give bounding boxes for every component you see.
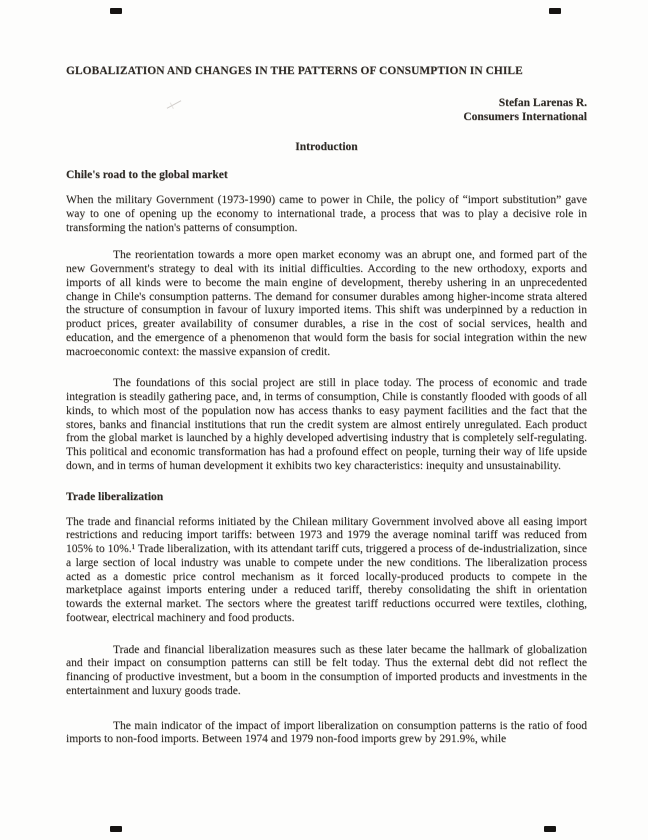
paragraph: The foundations of this social project are still in place today. The process of economic and trade integration is steadily gathering pace, and, in terms of consumption, Chile is constantly flooded with goods of all kinds, to which most of the population now has access thanks to easy payment facilities and the fact that the stores, banks and financial institutions that run the credit system are almost entirely unregulated. Each product from the global market is launched by a highly developed advertising industry that is completely self-regulating. This political and economic transformation has had a profound effect on people, turning their way of life upside down, and in terms of human development it exhibits two key characteristics: inequity and unsustainability. — [66, 377, 587, 472]
section-heading-chiles-road: Chile's road to the global market — [66, 169, 228, 181]
scan-registration-mark — [544, 826, 556, 832]
document-body — [66, 64, 587, 747]
scan-registration-mark — [110, 8, 122, 14]
introduction-heading: Introduction — [295, 141, 358, 153]
paragraph: When the military Government (1973-1990) came to power in Chile, the policy of “import substitution” gave way to one of opening up the economy to international trade, a process that was to play a decisive role in transforming the nation's patterns of consumption. — [66, 194, 587, 234]
paragraph: The trade and financial reforms initiated by the Chilean military Government involved above all easing import restrictions and reducing import tariffs: between 1973 and 1979 the average nominal tariff was reduced from 105% to 10%.¹ Trade liberalization, with its attendant tariff cuts, triggered a process of de-industrialization, since a large section of local industry was unable to compete under the new conditions. The liberalization process acted as a domestic price control mechanism as it forced locally-produced products to compete in the marketplace against imports entering under a reduced tariff, thereby consolidating the shift in orientation towards the external market. The sectors where the greatest tariff reductions occurred were textiles, clothing, footwear, electrical machinery and food products. — [66, 515, 587, 624]
author-affiliation: Consumers International — [463, 111, 587, 123]
document-title: GLOBALIZATION AND CHANGES IN THE PATTERNS OF CONSUMPTION IN CHILE — [66, 65, 523, 77]
paragraph: The main indicator of the impact of import liberalization on consumption patterns is the ratio of food imports to non-food imports. Between 1974 and 1979 non-food imports grew by 291.9%, while — [66, 719, 587, 746]
scan-registration-mark — [110, 826, 122, 832]
author-name: Stefan Larenas R. — [498, 97, 587, 109]
section-heading-trade-liberalization: Trade liberalization — [66, 490, 164, 503]
scan-registration-mark — [549, 8, 561, 14]
paragraph: The reorientation towards a more open market economy was an abrupt one, and formed part of the new Government's strategy to deal with its initial difficulties. According to the new orthodoxy, exports and imports of all kinds were to become the main engine of development, thereby ushering in an unprecedented change in Chile's consumption patterns. The demand for consumer durables among higher-income strata altered the structure of consumption in favour of luxury imported items. This shift was underpinned by a reduction in product prices, greater availability of consumer durables, a rise in the cost of social services, health and education, and the emergence of a phenomenon that would form the basis for social integration within the new macroeconomic context: the massive expansion of credit. — [66, 249, 587, 358]
byline — [66, 96, 587, 124]
paragraph: Trade and financial liberalization measures such as these later became the hallmark of globalization and their impact on consumption patterns can still be felt today. Thus the external debt did not reflect the financing of productive investment, but a boom in the consumption of imported products and investments in the entertainment and luxury goods trade. — [66, 643, 587, 697]
